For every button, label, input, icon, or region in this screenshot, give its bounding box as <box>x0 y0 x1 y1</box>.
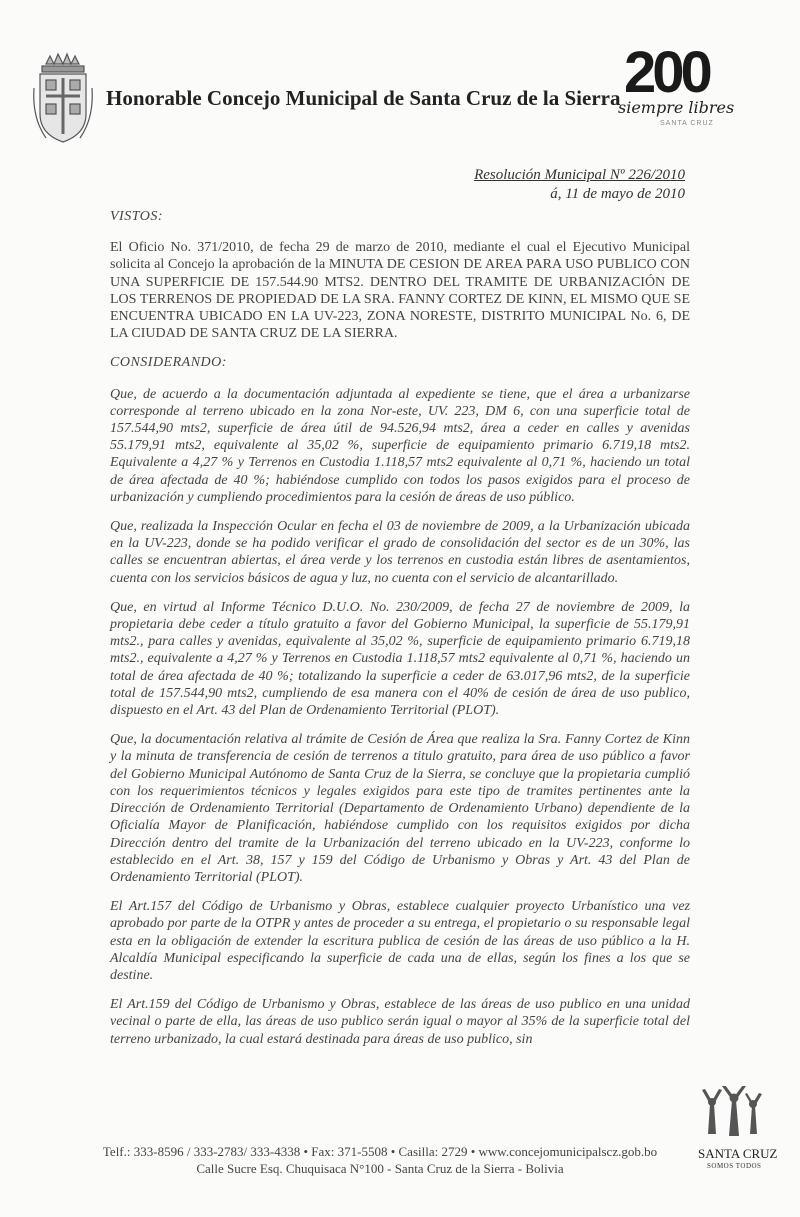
considerando-paragraph: Que, la documentación relativa al trámite de Cesión de Área que realiza la Sra. Fanny Cortez de Kinn y la minuta de transferencia de cesión de terrenos a titulo gratuito, para área de uso público a favor del Gobierno Municipal Autónomo de Santa Cruz de la Sierra, se concluye que la propietaria cumplió con los requerimientos técnicos y legales exigidos para este tipo de tramites pertinentes ante la Dirección de Ordenamiento Territorial (Departamento de Ordenamiento Urbano) dependiente de la Oficialía Mayor de Planificación, habiéndose cumplido con los requisitos exigidos por dicha Dirección dentro del tramite de la Urbanización del terreno ubicado en la UV-223, conforme lo establecido en el Art. 38, 157 y 159 del Código de Urbanismo y Obras y Art. 43 del Plan de Ordenamiento Territorial (PLOT). <box>110 732 690 885</box>
footer-contact: Telf.: 333-8596 / 333-2783/ 333-4338 • Fax: 371-5508 • Casilla: 2729 • www.concejomunicipalscz.gob.bo <box>102 1144 658 1159</box>
document-body <box>110 208 690 1060</box>
anniversary-number: 200 <box>624 40 709 105</box>
coat-of-arms-icon <box>32 48 94 148</box>
resolution-date: á, 11 de mayo de 2010 <box>550 186 685 202</box>
organization-name: Honorable Concejo Municipal de Santa Cruz de la Sierra <box>106 86 621 110</box>
people-figures-icon <box>690 1086 770 1146</box>
vistos-heading: VISTOS: <box>110 209 164 224</box>
anniversary-city: SANTA CRUZ <box>660 120 714 127</box>
santa-cruz-logo-tagline: SOMOS TODOS <box>707 1162 762 1170</box>
resolution-title: Resolución Municipal Nº 226/2010 <box>474 167 685 183</box>
resolution-header <box>474 167 685 203</box>
footer-address: Calle Sucre Esq. Chuquisaca N°100 - Santa Cruz de la Sierra - Bolivia <box>196 1161 564 1176</box>
considerando-paragraph: Que, en virtud al Informe Técnico D.U.O. No. 230/2009, de fecha 27 de noviembre de 2009, la propietaria debe ceder a título gratuito a favor del Gobierno Municipal, la superficie de 55.179,91 mts2., para calles y avenidas, equivalente al 35,02 %, superficie de equipamiento primario 6.719,18 mts2., equivalente a 4,27 % y Terrenos en Custodia 1.118,57 mts2 equivalente al 0,71 %, haciendo un total de área afectada de 40 %; totalizando la superficie a ceder de 63.017,96 mts2, de la superficie total de 157.544,90 mts2, cumpliendo de esa manera con el 40% de cesión de área de uso publico, dispuesto en el Art. 43 del Plan de Ordenamiento Territorial (PLOT). <box>110 599 690 719</box>
considerando-heading: CONSIDERANDO: <box>110 355 227 371</box>
considerando-paragraph: Que, realizada la Inspección Ocular en fecha el 03 de noviembre de 2009, a la Urbanización ubicada en la UV-223, donde se ha podido verificar el grado de consolidación del sector es de un 30%, las calles se encuentran abiertas, el área verde y los terrenos en custodia están libres de asentamientos, cuenta con los servicios básicos de agua y luz, no cuenta con el servicio de alcantarillado. <box>110 519 690 586</box>
vistos-paragraph: El Oficio No. 371/2010, de fecha 29 de marzo de 2010, mediante el cual el Ejecutivo Municipal solicita al Concejo la aprobación de la MINUTA DE CESION DE AREA PARA USO PUBLICO CON UNA SUPERFICIE DE 157.544.90 MTS2. DENTRO DEL TRAMITE DE URBANIZACIÓN DE LOS TERRENOS DE PROPIEDAD DE LA SRA. FANNY CORTEZ DE KINN, EL MISMO QUE SE ENCUENTRA UBICADO EN LA UV-223, ZONA NORESTE, DISTRITO MUNICIPAL No. 6, DE LA CIUDAD DE SANTA CRUZ DE LA SIERRA. <box>110 240 690 342</box>
considerando-paragraph: El Art.157 del Código de Urbanismo y Obras, establece cualquier proyecto Urbanístico una vez aprobado por parte de la OTPR y antes de proceder a su entrega, el propietario o su responsable legal esta en la obligación de extender la escritura publica de cesión de las áreas de uso público a la H. Alcaldía Municipal especificando la superficie de cada una de ellas, según los fines a los que se destine. <box>110 899 690 983</box>
santa-cruz-logo <box>690 1086 778 1181</box>
anniversary-script: siempre libres <box>618 98 735 117</box>
footer <box>60 1143 700 1177</box>
considerando-paragraph: Que, de acuerdo a la documentación adjuntada al expediente se tiene, que el área a urbanizarse corresponde al terreno ubicado en la zona Nor-este, UV. 223, DM 6, con una superficie total de 157.544,90 mts2, superficie de área útil de 94.526,94 mts2, área a ceder en calles y avenidas 55.179,91 mts2, equivalente al 35,02 %, superficie de equipamiento primario 6.719,18 mts2. Equivalente a 4,27 % y Terrenos en Custodia 1.118,57 mts2 equivalente al 0,71 %, haciendo un total de área afectada de 40 %; habiéndose cumplido con todos los pasos exigidos para el proceso de urbanización y cumpliendo procedimientos para la cesión de áreas de uso público. <box>110 386 690 505</box>
santa-cruz-logo-name: SANTA CRUZ <box>698 1146 778 1161</box>
bicentennial-logo <box>612 40 762 136</box>
considerando-paragraph: El Art.159 del Código de Urbanismo y Obras, establece de las áreas de uso publico en una unidad vecinal o parte de ella, las áreas de uso publico serán igual o mayor al 35% de la superficie total del terreno urbanizado, la cual estará destinada para áreas de uso publico, sin <box>110 997 690 1047</box>
